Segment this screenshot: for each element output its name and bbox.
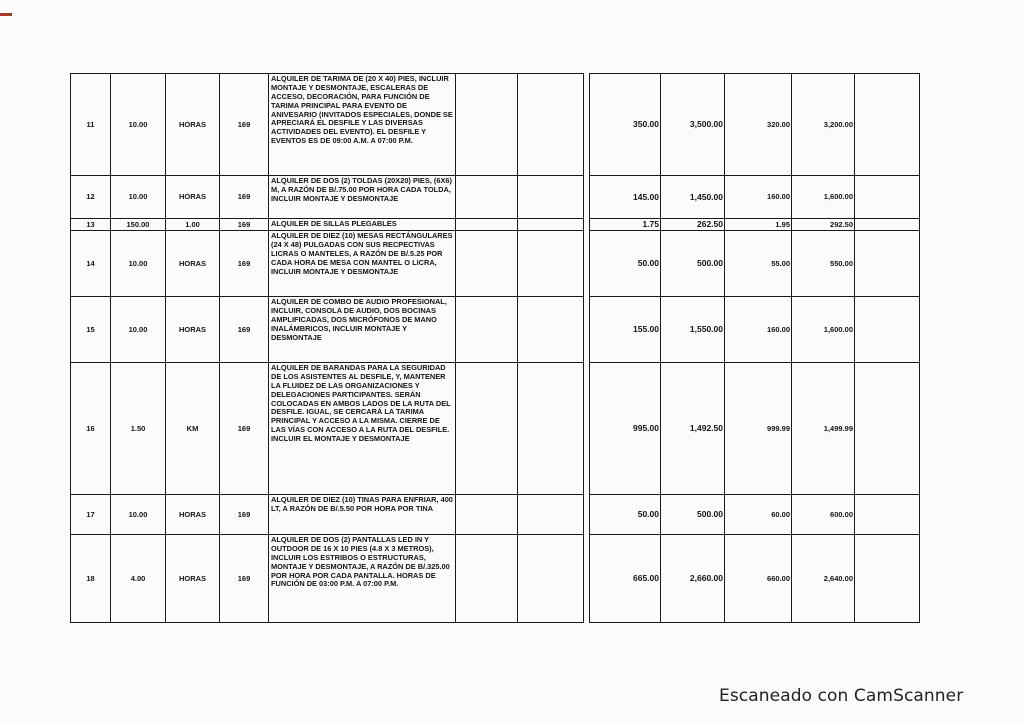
total-b: 550.00 (792, 231, 855, 297)
unit-price-a: 50.00 (590, 231, 661, 297)
unit: HORAS (166, 297, 220, 363)
item-number: 15 (71, 297, 111, 363)
empty-cell (855, 363, 920, 495)
empty-cell (855, 176, 920, 219)
unit: HORAS (166, 535, 220, 623)
unit-price-b: 1.95 (725, 219, 792, 231)
unit: 1.00 (166, 219, 220, 231)
item-number: 11 (71, 74, 111, 176)
quantity: 10.00 (111, 297, 166, 363)
quantity: 10.00 (111, 495, 166, 535)
table-row (71, 231, 920, 297)
unit-price-b: 999.99 (725, 363, 792, 495)
unit: HORAS (166, 231, 220, 297)
code: 169 (220, 219, 269, 231)
table-row (71, 74, 920, 176)
code: 169 (220, 535, 269, 623)
unit-price-a: 50.00 (590, 495, 661, 535)
empty-cell (456, 74, 518, 176)
item-number: 14 (71, 231, 111, 297)
code: 169 (220, 363, 269, 495)
unit: HORAS (166, 495, 220, 535)
unit-price-a: 1.75 (590, 219, 661, 231)
item-number: 13 (71, 219, 111, 231)
total-a: 3,500.00 (661, 74, 725, 176)
empty-cell (456, 535, 518, 623)
unit-price-b: 160.00 (725, 297, 792, 363)
quantity: 1.50 (111, 363, 166, 495)
empty-cell (518, 495, 584, 535)
total-b: 1,499.99 (792, 363, 855, 495)
unit: HORAS (166, 176, 220, 219)
price-comparison-sheet (70, 73, 920, 623)
quantity: 4.00 (111, 535, 166, 623)
empty-cell (456, 495, 518, 535)
total-a: 262.50 (661, 219, 725, 231)
empty-cell (518, 363, 584, 495)
table-row (71, 495, 920, 535)
quantity: 10.00 (111, 74, 166, 176)
quantity: 10.00 (111, 176, 166, 219)
total-a: 500.00 (661, 495, 725, 535)
total-a: 1,550.00 (661, 297, 725, 363)
total-a: 500.00 (661, 231, 725, 297)
unit-price-a: 995.00 (590, 363, 661, 495)
empty-cell (855, 495, 920, 535)
item-number: 17 (71, 495, 111, 535)
quantity: 150.00 (111, 219, 166, 231)
unit-price-b: 160.00 (725, 176, 792, 219)
unit: HORAS (166, 74, 220, 176)
total-b: 292.50 (792, 219, 855, 231)
description: ALQUILER DE DOS (2) TOLDAS (20X20) PIES, (6X6) M, A RAZÓN DE B/.75.00 POR HORA CADA TOLDA, INCLUIR MONTAJE Y DESMONTAJE (269, 176, 456, 219)
empty-cell (518, 74, 584, 176)
total-b: 3,200.00 (792, 74, 855, 176)
unit-price-a: 155.00 (590, 297, 661, 363)
item-number: 12 (71, 176, 111, 219)
empty-cell (456, 219, 518, 231)
description: ALQUILER DE SILLAS PLEGABLES (269, 219, 456, 231)
total-b: 600.00 (792, 495, 855, 535)
empty-cell (518, 231, 584, 297)
code: 169 (220, 495, 269, 535)
unit-price-b: 60.00 (725, 495, 792, 535)
unit-price-a: 350.00 (590, 74, 661, 176)
code: 169 (220, 297, 269, 363)
code: 169 (220, 176, 269, 219)
unit-price-b: 55.00 (725, 231, 792, 297)
item-number: 18 (71, 535, 111, 623)
code: 169 (220, 74, 269, 176)
total-b: 2,640.00 (792, 535, 855, 623)
item-number: 16 (71, 363, 111, 495)
empty-cell (855, 297, 920, 363)
quantity: 10.00 (111, 231, 166, 297)
description: ALQUILER DE BARANDAS PARA LA SEGURIDAD DE LOS ASISTENTES AL DESFILE, Y, MANTENER LA FLUIDEZ DE LAS ORGANIZACIONES Y DELEGACIONES PARTICIPANTES. SERÁN COLOCADAS EN AMBOS LADOS DE LA RUTA DEL DESFILE. IGUAL, SE CERCARÁ LA TARIMA PRINCIPAL Y ACCESO A LA MISMA. CIERRE DE LAS VÍAS CON ACCESO A LA RUTA DEL DESFILE. INCLUIR EL MONTAJE Y DESMONTAJE (269, 363, 456, 495)
empty-cell (456, 363, 518, 495)
description: ALQUILER DE DIEZ (10) MESAS RECTÁNGULARES (24 X 48) PULGADAS CON SUS RECPECTIVAS LICRAS O MANTELES, A RAZÓN DE B/.5.25 POR CADA HORA DE MESA CON MANTEL O LICRA, INCLUIR MONTAJE Y DESMONTAJE (269, 231, 456, 297)
total-a: 1,492.50 (661, 363, 725, 495)
unit-price-b: 660.00 (725, 535, 792, 623)
empty-cell (456, 297, 518, 363)
table-row (71, 219, 920, 231)
empty-cell (855, 231, 920, 297)
unit: KM (166, 363, 220, 495)
scan-edge-mark (0, 13, 12, 16)
table-row (71, 297, 920, 363)
description: ALQUILER DE DIEZ (10) TINAS PARA ENFRIAR, 400 LT, A RAZÓN DE B/.5.50 POR HORA POR TINA (269, 495, 456, 535)
empty-cell (456, 231, 518, 297)
description: ALQUILER DE TARIMA DE (20 X 40) PIES, INCLUIR MONTAJE Y DESMONTAJE, ESCALERAS DE ACCESO, DECORACIÓN, PARA FUNCIÓN DE TARIMA PRINCIPAL PARA EVENTO DE ANIVESARIO (INVITADOS ESPECIALES, DONDE SE APRECIARÁ EL DESFILE Y LAS DIVERSAS ACTIVIDADES DEL EVENTO). EL DESFILE Y EVENTOS ES DE 09:00 A.M. A 07:00 P.M. (269, 74, 456, 176)
total-a: 2,660.00 (661, 535, 725, 623)
total-b: 1,600.00 (792, 176, 855, 219)
empty-cell (518, 219, 584, 231)
empty-cell (855, 74, 920, 176)
description: ALQUILER DE COMBO DE AUDIO PROFESIONAL, INCLUIR, CONSOLA DE AUDIO, DOS BOCINAS AMPLIFICADAS, DOS MICRÓFONOS DE MANO INALÁMBRICOS, INCLUIR MONTAJE Y DESMONTAJE (269, 297, 456, 363)
total-a: 1,450.00 (661, 176, 725, 219)
total-b: 1,600.00 (792, 297, 855, 363)
empty-cell (855, 219, 920, 231)
unit-price-b: 320.00 (725, 74, 792, 176)
code: 169 (220, 231, 269, 297)
table-row (71, 535, 920, 623)
scanner-watermark-text: Escaneado con CamScanner (719, 686, 964, 706)
table-body (71, 74, 920, 623)
empty-cell (518, 176, 584, 219)
empty-cell (518, 535, 584, 623)
empty-cell (855, 535, 920, 623)
table-row (71, 176, 920, 219)
empty-cell (456, 176, 518, 219)
description: ALQUILER DE DOS (2) PANTALLAS LED IN Y OUTDOOR DE 16 X 10 PIES (4.8 X 3 METROS), INCLUIR LOS ESTRIBOS O ESTRUCTURAS, MONTAJE Y DESMONTAJE, A RAZÓN DE B/.325.00 POR HORA POR CADA PANTALLA. HORAS DE FUNCIÓN DE 03:00 P.M. A 07:00 P.M. (269, 535, 456, 623)
empty-cell (518, 297, 584, 363)
unit-price-a: 665.00 (590, 535, 661, 623)
price-table (70, 73, 920, 623)
unit-price-a: 145.00 (590, 176, 661, 219)
table-row (71, 363, 920, 495)
